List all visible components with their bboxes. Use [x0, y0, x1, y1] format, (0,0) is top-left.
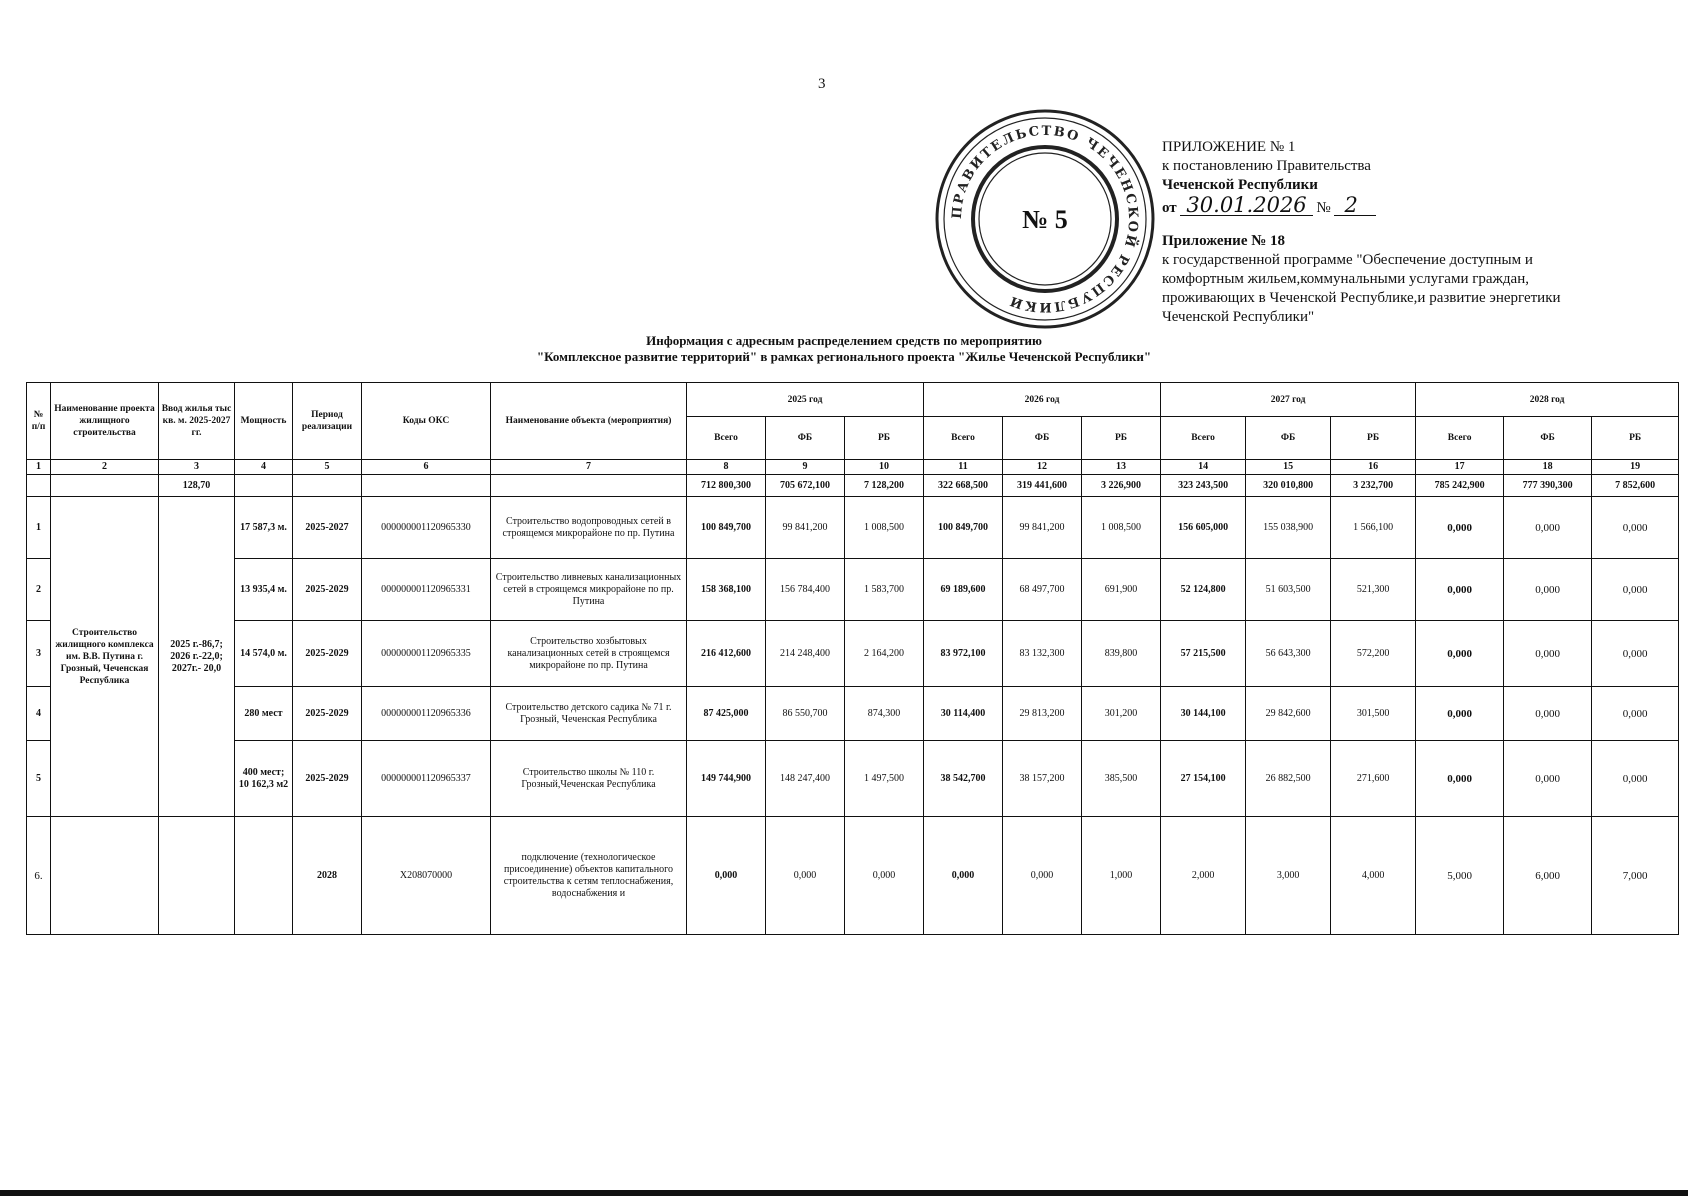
- column-number: 9: [766, 460, 845, 475]
- col-header-housing: Ввод жилья тыс кв. м. 2025-2027 гг.: [159, 383, 235, 460]
- cell-rb: 691,900: [1082, 559, 1161, 621]
- table-row: [27, 817, 1679, 935]
- row-capacity: 13 935,4 м.: [235, 559, 293, 621]
- cell-fb: 6,000: [1504, 817, 1592, 935]
- subcol-total: Всего: [687, 417, 766, 460]
- cell-fb: 156 784,400: [766, 559, 845, 621]
- col-header-oks: Коды ОКС: [362, 383, 491, 460]
- cell-total: 0,000: [1416, 621, 1504, 687]
- summary-value: 319 441,600: [1003, 475, 1082, 497]
- cell-rb: 0,000: [845, 817, 924, 935]
- column-number: 12: [1003, 460, 1082, 475]
- cell-fb: 214 248,400: [766, 621, 845, 687]
- summary-value: 712 800,300: [687, 475, 766, 497]
- cell-total: 156 605,000: [1161, 497, 1246, 559]
- cell-rb: 1 008,500: [845, 497, 924, 559]
- official-seal-stamp: [932, 106, 1158, 332]
- cell-total: 216 412,600: [687, 621, 766, 687]
- cell-fb: 0,000: [1504, 741, 1592, 817]
- date-prefix: от: [1162, 200, 1177, 216]
- cell-rb: 385,500: [1082, 741, 1161, 817]
- column-number: 4: [235, 460, 293, 475]
- cell-total: 57 215,500: [1161, 621, 1246, 687]
- cell-rb: 0,000: [1592, 687, 1679, 741]
- cell-fb: 38 157,200: [1003, 741, 1082, 817]
- col-header-2028: 2028 год: [1416, 383, 1679, 417]
- cell-fb: 99 841,200: [1003, 497, 1082, 559]
- row-object-name: подключение (технологическое присоединение) объектов капитального строительства к сетям теплоснабжения, водоснабжения и: [491, 817, 687, 935]
- table-row: [27, 559, 1679, 621]
- program-line-2: комфортным жильем,коммунальными услугами граждан,: [1162, 271, 1529, 287]
- col-header-object: Наименование объекта (мероприятия): [491, 383, 687, 460]
- subcol-fb: ФБ: [1504, 417, 1592, 460]
- appendix-date-line: [1162, 195, 1561, 218]
- svg-text:№ 5: № 5: [1022, 205, 1068, 234]
- cell-fb: 56 643,300: [1246, 621, 1331, 687]
- column-number: 16: [1331, 460, 1416, 475]
- cell-total: 0,000: [1416, 559, 1504, 621]
- column-number: 17: [1416, 460, 1504, 475]
- cell-total: 30 114,400: [924, 687, 1003, 741]
- cell-total: 83 972,100: [924, 621, 1003, 687]
- summary-housing: 128,70: [159, 475, 235, 497]
- cell-total: 69 189,600: [924, 559, 1003, 621]
- cell-total: 2,000: [1161, 817, 1246, 935]
- title-line-2: "Комплексное развитие территорий" в рамках регионального проекта "Жилье Чеченской Республики": [536, 349, 1152, 364]
- cell-rb: 1 583,700: [845, 559, 924, 621]
- col-header-period: Период реализации: [293, 383, 362, 460]
- cell-total: 0,000: [1416, 497, 1504, 559]
- row-period: 2025-2029: [293, 741, 362, 817]
- row-oks-code: 000000001120965335: [362, 621, 491, 687]
- subcol-rb: РБ: [845, 417, 924, 460]
- cell-total: 52 124,800: [1161, 559, 1246, 621]
- program-line-4: Чеченской Республики": [1162, 309, 1315, 325]
- cell-fb: 83 132,300: [1003, 621, 1082, 687]
- subcol-rb: РБ: [1331, 417, 1416, 460]
- project-name-empty: [51, 817, 159, 935]
- row-object-name: Строительство водопроводных сетей в строящемся микрорайоне по пр. Путина: [491, 497, 687, 559]
- appendix-header: [1162, 138, 1561, 327]
- cell-total: 100 849,700: [924, 497, 1003, 559]
- row-object-name: Строительство ливневых канализационных сетей в строящемся микрорайоне по пр. Путина: [491, 559, 687, 621]
- summary-value: 3 232,700: [1331, 475, 1416, 497]
- summary-value: 320 010,800: [1246, 475, 1331, 497]
- summary-cell: [235, 475, 293, 497]
- cell-rb: 0,000: [1592, 741, 1679, 817]
- cell-rb: 271,600: [1331, 741, 1416, 817]
- handwritten-number: 2: [1334, 195, 1375, 216]
- row-object-name: Строительство школы № 110 г. Грозный,Чеченская Республика: [491, 741, 687, 817]
- summary-cell: [51, 475, 159, 497]
- cell-rb: 874,300: [845, 687, 924, 741]
- cell-total: 38 542,700: [924, 741, 1003, 817]
- column-number: 19: [1592, 460, 1679, 475]
- cell-total: 0,000: [1416, 687, 1504, 741]
- cell-fb: 0,000: [1504, 621, 1592, 687]
- cell-total: 149 744,900: [687, 741, 766, 817]
- row-oks-code: 000000001120965331: [362, 559, 491, 621]
- subcol-total: Всего: [924, 417, 1003, 460]
- cell-rb: 2 164,200: [845, 621, 924, 687]
- row-number: 5: [27, 741, 51, 817]
- row-period: 2028: [293, 817, 362, 935]
- row-capacity: [235, 817, 293, 935]
- cell-fb: 155 038,900: [1246, 497, 1331, 559]
- subcol-rb: РБ: [1082, 417, 1161, 460]
- summary-value: 7 852,600: [1592, 475, 1679, 497]
- cell-rb: 521,300: [1331, 559, 1416, 621]
- summary-value: 7 128,200: [845, 475, 924, 497]
- appendix-line-3: Чеченской Республики: [1162, 177, 1318, 193]
- row-object-name: Строительство хозбытовых канализационных сетей в строящемся микрорайоне по пр. Путина: [491, 621, 687, 687]
- column-number: 18: [1504, 460, 1592, 475]
- summary-value: 785 242,900: [1416, 475, 1504, 497]
- table-row: [27, 497, 1679, 559]
- cell-rb: 1 497,500: [845, 741, 924, 817]
- summary-value: 777 390,300: [1504, 475, 1592, 497]
- row-period: 2025-2027: [293, 497, 362, 559]
- cell-rb: 4,000: [1331, 817, 1416, 935]
- row-oks-code: 000000001120965336: [362, 687, 491, 741]
- cell-total: 100 849,700: [687, 497, 766, 559]
- column-number: 11: [924, 460, 1003, 475]
- document-title: [0, 333, 1688, 365]
- cell-total: 0,000: [1416, 741, 1504, 817]
- cell-rb: 1,000: [1082, 817, 1161, 935]
- row-oks-code: 000000001120965330: [362, 497, 491, 559]
- row-capacity: 280 мест: [235, 687, 293, 741]
- col-header-2025: 2025 год: [687, 383, 924, 417]
- column-number: 5: [293, 460, 362, 475]
- column-number: 3: [159, 460, 235, 475]
- subcol-rb: РБ: [1592, 417, 1679, 460]
- row-period: 2025-2029: [293, 621, 362, 687]
- project-name: Строительство жилищного комплекса им. В.В. Путина г. Грозный, Чеченская Республика: [51, 497, 159, 817]
- summary-value: 323 243,500: [1161, 475, 1246, 497]
- row-number: 6.: [27, 817, 51, 935]
- cell-rb: 0,000: [1592, 497, 1679, 559]
- subcol-total: Всего: [1161, 417, 1246, 460]
- row-number: 1: [27, 497, 51, 559]
- cell-total: 0,000: [924, 817, 1003, 935]
- summary-cell: [362, 475, 491, 497]
- cell-rb: 1 566,100: [1331, 497, 1416, 559]
- summary-value: 322 668,500: [924, 475, 1003, 497]
- cell-rb: 1 008,500: [1082, 497, 1161, 559]
- subcol-fb: ФБ: [1003, 417, 1082, 460]
- row-oks-code: 000000001120965337: [362, 741, 491, 817]
- svg-text:ПРАВИТЕЛЬСТВО ЧЕЧЕНСКОЙ РЕСПУБ: ПРАВИТЕЛЬСТВО ЧЕЧЕНСКОЙ РЕСПУБЛИКИ: [949, 123, 1141, 315]
- cell-fb: 3,000: [1246, 817, 1331, 935]
- project-housing-empty: [159, 817, 235, 935]
- program-appendix-title: Приложение № 18: [1162, 233, 1286, 249]
- column-number-row: [27, 460, 1679, 475]
- cell-total: 5,000: [1416, 817, 1504, 935]
- column-number: 8: [687, 460, 766, 475]
- summary-row: [27, 475, 1679, 497]
- cell-fb: 148 247,400: [766, 741, 845, 817]
- column-number: 2: [51, 460, 159, 475]
- cell-rb: 301,500: [1331, 687, 1416, 741]
- program-line-3: проживающих в Чеченской Республике,и развитие энергетики: [1162, 290, 1561, 306]
- cell-fb: 99 841,200: [766, 497, 845, 559]
- column-number: 6: [362, 460, 491, 475]
- cell-fb: 26 882,500: [1246, 741, 1331, 817]
- subcol-total: Всего: [1416, 417, 1504, 460]
- cell-fb: 86 550,700: [766, 687, 845, 741]
- column-number: 14: [1161, 460, 1246, 475]
- cell-rb: 301,200: [1082, 687, 1161, 741]
- number-sign: №: [1316, 200, 1331, 216]
- cell-fb: 68 497,700: [1003, 559, 1082, 621]
- funding-table: [26, 382, 1679, 935]
- cell-fb: 0,000: [1504, 687, 1592, 741]
- column-number: 1: [27, 460, 51, 475]
- cell-fb: 0,000: [1504, 497, 1592, 559]
- col-header-2026: 2026 год: [924, 383, 1161, 417]
- cell-fb: 0,000: [1003, 817, 1082, 935]
- row-period: 2025-2029: [293, 559, 362, 621]
- column-number: 13: [1082, 460, 1161, 475]
- appendix-line-2: к постановлению Правительства: [1162, 158, 1371, 174]
- page-bottom-border: [0, 1190, 1688, 1196]
- subcol-fb: ФБ: [1246, 417, 1331, 460]
- cell-rb: 0,000: [1592, 621, 1679, 687]
- row-number: 4: [27, 687, 51, 741]
- column-number: 10: [845, 460, 924, 475]
- column-number: 15: [1246, 460, 1331, 475]
- subcol-fb: ФБ: [766, 417, 845, 460]
- page-number: 3: [818, 76, 826, 92]
- column-number: 7: [491, 460, 687, 475]
- summary-cell: [293, 475, 362, 497]
- col-header-capacity: Мощность: [235, 383, 293, 460]
- summary-value: 705 672,100: [766, 475, 845, 497]
- table-row: [27, 621, 1679, 687]
- handwritten-date: 30.01.2026: [1180, 195, 1312, 216]
- summary-value: 3 226,900: [1082, 475, 1161, 497]
- cell-total: 87 425,000: [687, 687, 766, 741]
- summary-cell: [27, 475, 51, 497]
- summary-cell: [491, 475, 687, 497]
- project-housing: 2025 г.-86,7; 2026 г.-22,0; 2027г.- 20,0: [159, 497, 235, 817]
- row-object-name: Строительство детского садика № 71 г. Грозный, Чеченская Республика: [491, 687, 687, 741]
- cell-fb: 51 603,500: [1246, 559, 1331, 621]
- col-header-2027: 2027 год: [1161, 383, 1416, 417]
- program-line-1: к государственной программе "Обеспечение доступным и: [1162, 252, 1533, 268]
- cell-fb: 0,000: [1504, 559, 1592, 621]
- cell-rb: 572,200: [1331, 621, 1416, 687]
- row-capacity: 400 мест; 10 162,3 м2: [235, 741, 293, 817]
- row-oks-code: Х208070000: [362, 817, 491, 935]
- row-number: 2: [27, 559, 51, 621]
- header-row-years: [27, 383, 1679, 417]
- row-period: 2025-2029: [293, 687, 362, 741]
- cell-total: 30 144,100: [1161, 687, 1246, 741]
- cell-total: 0,000: [687, 817, 766, 935]
- cell-rb: 7,000: [1592, 817, 1679, 935]
- cell-rb: 839,800: [1082, 621, 1161, 687]
- col-header-project: Наименование проекта жилищного строительства: [51, 383, 159, 460]
- cell-fb: 29 842,600: [1246, 687, 1331, 741]
- row-capacity: 14 574,0 м.: [235, 621, 293, 687]
- cell-rb: 0,000: [1592, 559, 1679, 621]
- appendix-line-1: ПРИЛОЖЕНИЕ № 1: [1162, 139, 1296, 155]
- cell-fb: 29 813,200: [1003, 687, 1082, 741]
- table-row: [27, 687, 1679, 741]
- cell-fb: 0,000: [766, 817, 845, 935]
- row-number: 3: [27, 621, 51, 687]
- table-row: [27, 741, 1679, 817]
- cell-total: 158 368,100: [687, 559, 766, 621]
- col-header-no: № п/п: [27, 383, 51, 460]
- cell-total: 27 154,100: [1161, 741, 1246, 817]
- title-line-1: Информация с адресным распределением средств по мероприятию: [646, 333, 1042, 348]
- row-capacity: 17 587,3 м.: [235, 497, 293, 559]
